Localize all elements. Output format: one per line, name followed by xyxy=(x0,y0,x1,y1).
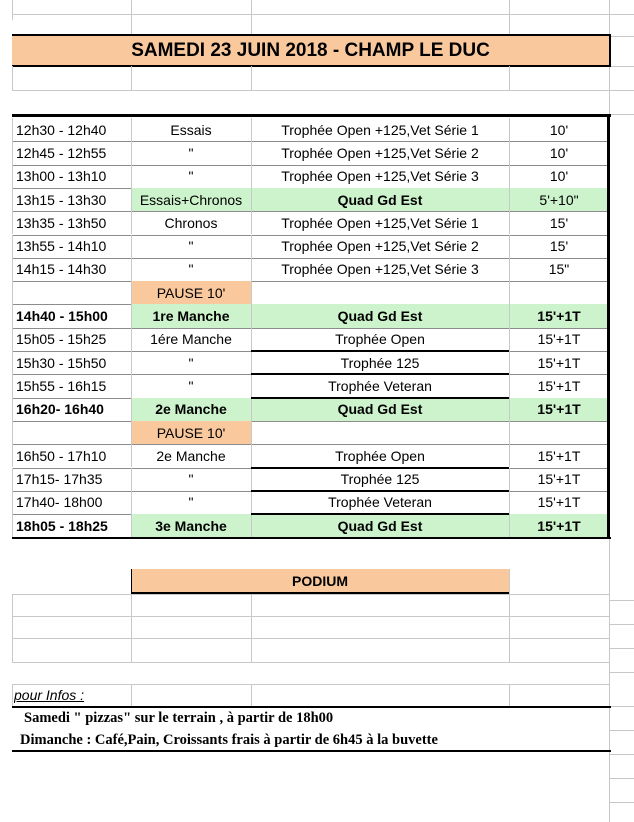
cell-activity: " xyxy=(188,377,194,394)
cell-activity: Essais+Chronos xyxy=(139,191,243,208)
group-border xyxy=(251,513,509,515)
cell-time: 15h30 - 15h50 xyxy=(16,354,107,371)
infos-line-1: Samedi " pizzas" sur le terrain , à partir de 18h00 xyxy=(24,709,334,726)
cell-duration: 15'+1T xyxy=(537,331,581,348)
cell-duration xyxy=(509,281,609,304)
cell-category: Trophée Open +125,Vet Série 1 xyxy=(281,214,479,231)
cell-duration: 15' xyxy=(549,238,569,255)
cell-duration: 15'+1T xyxy=(537,447,581,464)
cell-time: 15h55 - 16h15 xyxy=(16,377,107,394)
cell-time: 18h05 - 18h25 xyxy=(16,517,108,534)
group-border xyxy=(251,350,509,352)
group-border xyxy=(251,373,509,375)
cell-activity: " xyxy=(188,144,194,161)
cell-activity: " xyxy=(188,494,194,511)
cell-activity: 3e Manche xyxy=(155,517,227,534)
cell-time: 14h15 - 14h30 xyxy=(16,261,107,278)
cell-activity: 2e Manche xyxy=(156,447,226,464)
cell-category: Quad Gd Est xyxy=(337,308,423,325)
cell-duration: 5'+10" xyxy=(539,191,579,208)
cell-activity: " xyxy=(188,168,194,185)
group-border xyxy=(251,467,509,469)
cell-activity: " xyxy=(188,238,194,255)
cell-category: Trophée Open +125,Vet Série 3 xyxy=(281,261,479,278)
cell-time: 13h35 - 13h50 xyxy=(16,214,107,231)
table-border xyxy=(12,114,611,117)
cell-category: Trophée 125 xyxy=(340,354,420,371)
cell-category: Trophée Open +125,Vet Série 3 xyxy=(281,168,479,185)
cell-activity: Chronos xyxy=(164,214,218,231)
cell-time: 16h20- 16h40 xyxy=(16,401,104,418)
cell-duration: 15'+1T xyxy=(537,471,581,488)
podium-header: PODIUM xyxy=(292,573,348,589)
cell-time: 13h15 - 13h30 xyxy=(16,191,107,208)
group-border xyxy=(251,490,509,492)
cell-activity: 1ére Manche xyxy=(150,331,232,348)
cell-time: 12h45 - 12h55 xyxy=(16,144,107,161)
cell-category xyxy=(251,281,509,304)
cell-category: Trophée Open +125,Vet Série 1 xyxy=(281,121,479,138)
infos-label: pour Infos : xyxy=(14,687,85,703)
cell-activity: Essais xyxy=(170,121,212,138)
cell-category: Trophée Open xyxy=(335,447,425,464)
cell-activity: 1re Manche xyxy=(152,308,230,325)
cell-category: Trophée Veteran xyxy=(328,494,432,511)
cell-time: 17h40- 18h00 xyxy=(16,494,103,511)
cell-duration: 10' xyxy=(549,121,569,138)
cell-category: Trophée Open xyxy=(335,331,425,348)
cell-activity: PAUSE 10' xyxy=(156,424,226,441)
cell-category: Trophée Veteran xyxy=(328,377,432,394)
cell-time: 17h15- 17h35 xyxy=(16,471,103,488)
cell-duration: 15' xyxy=(549,214,569,231)
cell-duration: 15'+1T xyxy=(537,354,581,371)
cell-activity: " xyxy=(188,471,194,488)
cell-duration: 15'+1T xyxy=(537,401,581,418)
cell-category: Quad Gd Est xyxy=(337,517,423,534)
cell-time xyxy=(12,421,131,444)
cell-duration: 15'+1T xyxy=(537,308,581,325)
group-border xyxy=(251,397,509,399)
cell-time: 13h00 - 13h10 xyxy=(16,168,107,185)
cell-duration: 10' xyxy=(549,144,569,161)
cell-category: Quad Gd Est xyxy=(337,191,423,208)
cell-duration: 15'+1T xyxy=(537,517,581,534)
cell-duration: 15" xyxy=(548,261,570,278)
page-title: SAMEDI 23 JUIN 2018 - CHAMP LE DUC xyxy=(131,40,490,61)
cell-activity: PAUSE 10' xyxy=(156,284,226,301)
cell-duration: 15'+1T xyxy=(537,377,581,394)
table-border xyxy=(12,537,611,539)
cell-category: Trophée Open +125,Vet Série 2 xyxy=(281,144,479,161)
cell-time: 16h50 - 17h10 xyxy=(16,447,107,464)
cell-activity: " xyxy=(188,354,194,371)
cell-duration xyxy=(509,421,609,444)
cell-activity: 2e Manche xyxy=(155,401,227,418)
cell-time: 14h40 - 15h00 xyxy=(16,308,108,325)
cell-duration: 10' xyxy=(549,168,569,185)
cell-category: Quad Gd Est xyxy=(337,401,423,418)
infos-line-2: Dimanche : Café,Pain, Croissants frais à partir de 6h45 à la buvette xyxy=(20,731,438,748)
table-border xyxy=(607,114,610,539)
cell-category: Trophée Open +125,Vet Série 2 xyxy=(281,238,479,255)
cell-activity: " xyxy=(188,261,194,278)
cell-time xyxy=(12,281,131,304)
cell-time: 13h55 - 14h10 xyxy=(16,238,107,255)
cell-time: 15h05 - 15h25 xyxy=(16,331,107,348)
cell-duration: 15'+1T xyxy=(537,494,581,511)
cell-time: 12h30 - 12h40 xyxy=(16,121,107,138)
cell-category: Trophée 125 xyxy=(340,471,420,488)
cell-category xyxy=(251,421,509,444)
